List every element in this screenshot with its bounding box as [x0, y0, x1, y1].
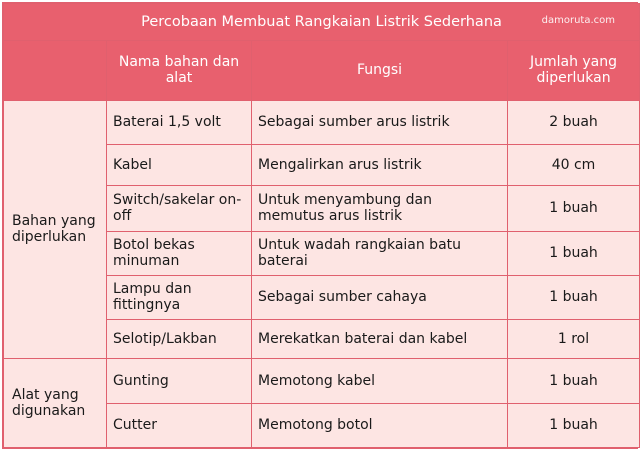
table-title: Percobaan Membuat Rangkaian Listrik Sederhana — [4, 4, 640, 41]
cell-jumlah: 1 buah — [508, 359, 640, 403]
cell-name: Gunting — [107, 359, 252, 403]
cell-fungsi: Untuk wadah rangkaian batu baterai — [252, 231, 508, 275]
table — [3, 3, 640, 448]
cell-jumlah: 40 cm — [508, 144, 640, 185]
watermark: damoruta.com — [541, 15, 615, 26]
cell-fungsi: Sebagai sumber cahaya — [252, 275, 508, 319]
cell-jumlah: 1 buah — [508, 275, 640, 319]
cell-fungsi: Merekatkan baterai dan kabel — [252, 320, 508, 359]
cell-name: Botol bekas minuman — [107, 231, 252, 275]
cell-fungsi: Memotong botol — [252, 403, 508, 447]
cell-jumlah: 1 rol — [508, 320, 640, 359]
section-label-alat: Alat yang digunakan — [4, 359, 107, 448]
cell-jumlah: 1 buah — [508, 186, 640, 231]
cell-name: Lampu dan fittingnya — [107, 275, 252, 319]
cell-name: Switch/sakelar on-off — [107, 186, 252, 231]
cell-name: Kabel — [107, 144, 252, 185]
cell-jumlah: 2 buah — [508, 100, 640, 144]
materials-table — [2, 2, 638, 449]
header-blank — [4, 41, 107, 100]
cell-name: Baterai 1,5 volt — [107, 100, 252, 144]
cell-name: Cutter — [107, 403, 252, 447]
cell-fungsi: Untuk menyambung dan memutus arus listrik — [252, 186, 508, 231]
cell-fungsi: Sebagai sumber arus listrik — [252, 100, 508, 144]
section-label-bahan: Bahan yang diperlukan — [4, 100, 107, 359]
cell-jumlah: 1 buah — [508, 231, 640, 275]
header-row — [4, 41, 640, 100]
header-jumlah: Jumlah yang diperlukan — [508, 41, 640, 100]
header-name: Nama bahan dan alat — [107, 41, 252, 100]
cell-fungsi: Memotong kabel — [252, 359, 508, 403]
table-row — [4, 100, 640, 144]
table-row — [4, 359, 640, 403]
header-fungsi: Fungsi — [252, 41, 508, 100]
cell-jumlah: 1 buah — [508, 403, 640, 447]
cell-name: Selotip/Lakban — [107, 320, 252, 359]
cell-fungsi: Mengalirkan arus listrik — [252, 144, 508, 185]
